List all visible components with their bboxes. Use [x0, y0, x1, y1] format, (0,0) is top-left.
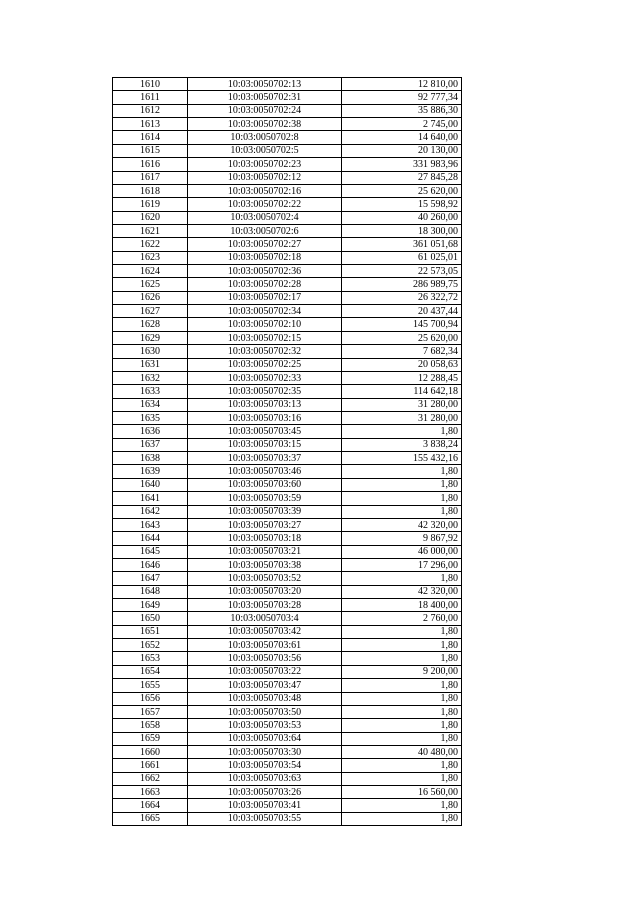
row-number-cell: 1616 [113, 158, 188, 171]
row-number-cell: 1626 [113, 291, 188, 304]
row-number-cell: 1629 [113, 331, 188, 344]
row-number-cell: 1653 [113, 652, 188, 665]
cadastral-number-cell: 10:03:0050703:59 [188, 492, 342, 505]
table-row [113, 358, 462, 371]
cadastral-number-cell: 10:03:0050703:41 [188, 799, 342, 812]
cadastral-number-cell: 10:03:0050703:53 [188, 719, 342, 732]
amount-cell: 27 845,28 [342, 171, 462, 184]
table-row [113, 411, 462, 424]
amount-cell: 15 598,92 [342, 198, 462, 211]
table-row [113, 104, 462, 117]
table-body [113, 78, 462, 826]
amount-cell: 61 025,01 [342, 251, 462, 264]
table-row [113, 318, 462, 331]
cadastral-number-cell: 10:03:0050703:47 [188, 679, 342, 692]
cadastral-number-cell: 10:03:0050703:30 [188, 745, 342, 758]
cadastral-number-cell: 10:03:0050702:32 [188, 345, 342, 358]
table-row [113, 692, 462, 705]
row-number-cell: 1624 [113, 265, 188, 278]
cadastral-number-cell: 10:03:0050703:28 [188, 599, 342, 612]
table-row [113, 478, 462, 491]
table-row [113, 278, 462, 291]
amount-cell: 12 810,00 [342, 78, 462, 91]
table-row [113, 786, 462, 799]
row-number-cell: 1619 [113, 198, 188, 211]
row-number-cell: 1658 [113, 719, 188, 732]
table-row [113, 238, 462, 251]
row-number-cell: 1631 [113, 358, 188, 371]
table-row [113, 184, 462, 197]
amount-cell: 40 480,00 [342, 745, 462, 758]
cadastral-number-cell: 10:03:0050703:4 [188, 612, 342, 625]
amount-cell: 361 051,68 [342, 238, 462, 251]
amount-cell: 46 000,00 [342, 545, 462, 558]
amount-cell: 145 700,94 [342, 318, 462, 331]
row-number-cell: 1618 [113, 184, 188, 197]
amount-cell: 1,80 [342, 772, 462, 785]
cadastral-number-cell: 10:03:0050702:15 [188, 331, 342, 344]
amount-cell: 1,80 [342, 719, 462, 732]
cadastral-number-cell: 10:03:0050703:22 [188, 665, 342, 678]
row-number-cell: 1644 [113, 532, 188, 545]
amount-cell: 331 983,96 [342, 158, 462, 171]
table-row [113, 198, 462, 211]
cadastral-number-cell: 10:03:0050703:54 [188, 759, 342, 772]
amount-cell: 155 432,16 [342, 452, 462, 465]
cadastral-number-cell: 10:03:0050702:12 [188, 171, 342, 184]
amount-cell: 1,80 [342, 812, 462, 825]
cadastral-number-cell: 10:03:0050702:18 [188, 251, 342, 264]
row-number-cell: 1659 [113, 732, 188, 745]
table-row [113, 639, 462, 652]
cadastral-number-cell: 10:03:0050703:37 [188, 452, 342, 465]
row-number-cell: 1652 [113, 639, 188, 652]
row-number-cell: 1648 [113, 585, 188, 598]
row-number-cell: 1612 [113, 104, 188, 117]
cadastral-number-cell: 10:03:0050703:64 [188, 732, 342, 745]
cadastral-number-cell: 10:03:0050702:4 [188, 211, 342, 224]
table-row [113, 144, 462, 157]
table-row [113, 518, 462, 531]
amount-cell: 31 280,00 [342, 411, 462, 424]
row-number-cell: 1654 [113, 665, 188, 678]
row-number-cell: 1622 [113, 238, 188, 251]
row-number-cell: 1642 [113, 505, 188, 518]
table-row [113, 812, 462, 825]
cadastral-number-cell: 10:03:0050703:39 [188, 505, 342, 518]
table-row [113, 398, 462, 411]
row-number-cell: 1663 [113, 786, 188, 799]
cadastral-number-cell: 10:03:0050703:50 [188, 705, 342, 718]
table-row [113, 558, 462, 571]
row-number-cell: 1620 [113, 211, 188, 224]
cadastral-number-cell: 10:03:0050703:18 [188, 532, 342, 545]
row-number-cell: 1615 [113, 144, 188, 157]
amount-cell: 7 682,34 [342, 345, 462, 358]
amount-cell: 286 989,75 [342, 278, 462, 291]
table-row [113, 425, 462, 438]
amount-cell: 12 288,45 [342, 371, 462, 384]
row-number-cell: 1637 [113, 438, 188, 451]
row-number-cell: 1633 [113, 385, 188, 398]
cadastral-number-cell: 10:03:0050703:46 [188, 465, 342, 478]
cadastral-number-cell: 10:03:0050702:23 [188, 158, 342, 171]
cadastral-number-cell: 10:03:0050703:60 [188, 478, 342, 491]
cadastral-number-cell: 10:03:0050702:13 [188, 78, 342, 91]
row-number-cell: 1613 [113, 118, 188, 131]
row-number-cell: 1664 [113, 799, 188, 812]
row-number-cell: 1630 [113, 345, 188, 358]
table-row [113, 331, 462, 344]
data-table [112, 77, 462, 826]
amount-cell: 26 322,72 [342, 291, 462, 304]
table-row [113, 171, 462, 184]
row-number-cell: 1621 [113, 224, 188, 237]
amount-cell: 20 437,44 [342, 305, 462, 318]
row-number-cell: 1640 [113, 478, 188, 491]
row-number-cell: 1611 [113, 91, 188, 104]
table-row [113, 385, 462, 398]
row-number-cell: 1651 [113, 625, 188, 638]
table-row [113, 585, 462, 598]
cadastral-number-cell: 10:03:0050702:22 [188, 198, 342, 211]
amount-cell: 1,80 [342, 705, 462, 718]
amount-cell: 1,80 [342, 625, 462, 638]
row-number-cell: 1623 [113, 251, 188, 264]
row-number-cell: 1657 [113, 705, 188, 718]
row-number-cell: 1645 [113, 545, 188, 558]
amount-cell: 35 886,30 [342, 104, 462, 117]
table-row [113, 545, 462, 558]
amount-cell: 1,80 [342, 639, 462, 652]
cadastral-number-cell: 10:03:0050703:26 [188, 786, 342, 799]
table-row [113, 745, 462, 758]
row-number-cell: 1655 [113, 679, 188, 692]
row-number-cell: 1636 [113, 425, 188, 438]
cadastral-number-cell: 10:03:0050703:56 [188, 652, 342, 665]
table-row [113, 251, 462, 264]
table-row [113, 679, 462, 692]
table-row [113, 799, 462, 812]
table-row [113, 158, 462, 171]
amount-cell: 20 058,63 [342, 358, 462, 371]
table-row [113, 492, 462, 505]
table-row [113, 599, 462, 612]
row-number-cell: 1638 [113, 452, 188, 465]
cadastral-number-cell: 10:03:0050702:36 [188, 265, 342, 278]
table-row [113, 772, 462, 785]
cadastral-number-cell: 10:03:0050703:52 [188, 572, 342, 585]
table-row [113, 452, 462, 465]
amount-cell: 1,80 [342, 425, 462, 438]
cadastral-number-cell: 10:03:0050703:48 [188, 692, 342, 705]
cadastral-number-cell: 10:03:0050702:25 [188, 358, 342, 371]
amount-cell: 1,80 [342, 679, 462, 692]
row-number-cell: 1647 [113, 572, 188, 585]
table-row [113, 131, 462, 144]
cadastral-number-cell: 10:03:0050703:13 [188, 398, 342, 411]
table-row [113, 78, 462, 91]
row-number-cell: 1660 [113, 745, 188, 758]
cadastral-number-cell: 10:03:0050702:31 [188, 91, 342, 104]
cadastral-number-cell: 10:03:0050702:6 [188, 224, 342, 237]
row-number-cell: 1635 [113, 411, 188, 424]
table-row [113, 438, 462, 451]
cadastral-number-cell: 10:03:0050703:15 [188, 438, 342, 451]
amount-cell: 18 400,00 [342, 599, 462, 612]
cadastral-number-cell: 10:03:0050703:55 [188, 812, 342, 825]
cadastral-number-cell: 10:03:0050702:16 [188, 184, 342, 197]
amount-cell: 92 777,34 [342, 91, 462, 104]
table-row [113, 532, 462, 545]
cadastral-number-cell: 10:03:0050702:33 [188, 371, 342, 384]
amount-cell: 1,80 [342, 478, 462, 491]
row-number-cell: 1614 [113, 131, 188, 144]
table-row [113, 224, 462, 237]
table-row [113, 371, 462, 384]
amount-cell: 2 760,00 [342, 612, 462, 625]
cadastral-number-cell: 10:03:0050703:61 [188, 639, 342, 652]
amount-cell: 1,80 [342, 759, 462, 772]
table-row [113, 719, 462, 732]
cadastral-number-cell: 10:03:0050702:34 [188, 305, 342, 318]
table-row [113, 211, 462, 224]
table-row [113, 652, 462, 665]
amount-cell: 1,80 [342, 505, 462, 518]
amount-cell: 20 130,00 [342, 144, 462, 157]
cadastral-number-cell: 10:03:0050702:24 [188, 104, 342, 117]
row-number-cell: 1650 [113, 612, 188, 625]
table-row [113, 118, 462, 131]
table-row [113, 265, 462, 278]
table-row [113, 572, 462, 585]
amount-cell: 1,80 [342, 732, 462, 745]
table-row [113, 505, 462, 518]
amount-cell: 1,80 [342, 465, 462, 478]
table-row [113, 612, 462, 625]
cadastral-number-cell: 10:03:0050703:42 [188, 625, 342, 638]
table-row [113, 759, 462, 772]
amount-cell: 114 642,18 [342, 385, 462, 398]
cadastral-number-cell: 10:03:0050702:35 [188, 385, 342, 398]
table-row [113, 625, 462, 638]
amount-cell: 16 560,00 [342, 786, 462, 799]
row-number-cell: 1632 [113, 371, 188, 384]
amount-cell: 25 620,00 [342, 184, 462, 197]
table-row [113, 732, 462, 745]
row-number-cell: 1634 [113, 398, 188, 411]
amount-cell: 31 280,00 [342, 398, 462, 411]
row-number-cell: 1643 [113, 518, 188, 531]
row-number-cell: 1649 [113, 599, 188, 612]
cadastral-number-cell: 10:03:0050702:5 [188, 144, 342, 157]
amount-cell: 1,80 [342, 692, 462, 705]
amount-cell: 18 300,00 [342, 224, 462, 237]
amount-cell: 40 260,00 [342, 211, 462, 224]
cadastral-number-cell: 10:03:0050703:63 [188, 772, 342, 785]
amount-cell: 3 838,24 [342, 438, 462, 451]
table-row [113, 465, 462, 478]
amount-cell: 25 620,00 [342, 331, 462, 344]
cadastral-number-cell: 10:03:0050702:10 [188, 318, 342, 331]
amount-cell: 2 745,00 [342, 118, 462, 131]
amount-cell: 1,80 [342, 652, 462, 665]
amount-cell: 1,80 [342, 799, 462, 812]
row-number-cell: 1665 [113, 812, 188, 825]
cadastral-number-cell: 10:03:0050702:28 [188, 278, 342, 291]
cadastral-number-cell: 10:03:0050703:20 [188, 585, 342, 598]
row-number-cell: 1628 [113, 318, 188, 331]
amount-cell: 9 200,00 [342, 665, 462, 678]
table-row [113, 705, 462, 718]
cadastral-number-cell: 10:03:0050703:16 [188, 411, 342, 424]
row-number-cell: 1662 [113, 772, 188, 785]
amount-cell: 42 320,00 [342, 518, 462, 531]
cadastral-number-cell: 10:03:0050702:17 [188, 291, 342, 304]
amount-cell: 9 867,92 [342, 532, 462, 545]
cadastral-number-cell: 10:03:0050702:38 [188, 118, 342, 131]
table-row [113, 665, 462, 678]
table-row [113, 91, 462, 104]
amount-cell: 1,80 [342, 572, 462, 585]
cadastral-number-cell: 10:03:0050702:8 [188, 131, 342, 144]
row-number-cell: 1656 [113, 692, 188, 705]
cadastral-number-cell: 10:03:0050702:27 [188, 238, 342, 251]
table-row [113, 291, 462, 304]
amount-cell: 17 296,00 [342, 558, 462, 571]
row-number-cell: 1627 [113, 305, 188, 318]
row-number-cell: 1641 [113, 492, 188, 505]
row-number-cell: 1617 [113, 171, 188, 184]
row-number-cell: 1625 [113, 278, 188, 291]
row-number-cell: 1610 [113, 78, 188, 91]
row-number-cell: 1646 [113, 558, 188, 571]
amount-cell: 42 320,00 [342, 585, 462, 598]
row-number-cell: 1639 [113, 465, 188, 478]
table-row [113, 305, 462, 318]
row-number-cell: 1661 [113, 759, 188, 772]
cadastral-number-cell: 10:03:0050703:27 [188, 518, 342, 531]
amount-cell: 14 640,00 [342, 131, 462, 144]
table-row [113, 345, 462, 358]
cadastral-number-cell: 10:03:0050703:45 [188, 425, 342, 438]
amount-cell: 22 573,05 [342, 265, 462, 278]
amount-cell: 1,80 [342, 492, 462, 505]
cadastral-number-cell: 10:03:0050703:38 [188, 558, 342, 571]
cadastral-number-cell: 10:03:0050703:21 [188, 545, 342, 558]
